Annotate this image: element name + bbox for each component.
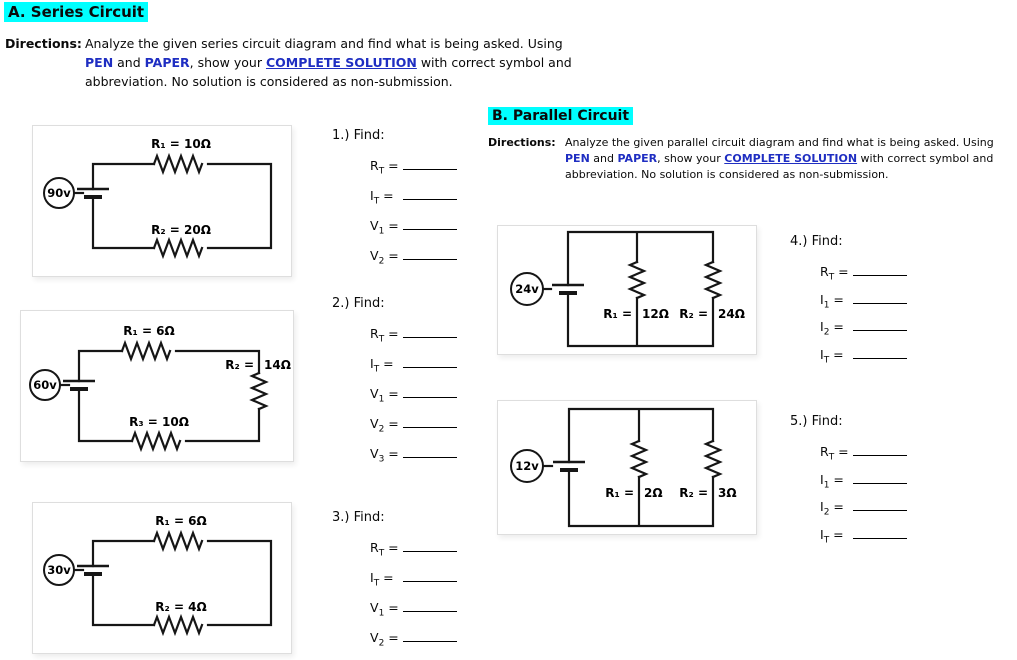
directions-a-text xyxy=(85,34,665,91)
resistor-r1-label-right: 2Ω xyxy=(644,486,663,500)
battery-symbol xyxy=(543,462,585,470)
battery-symbol xyxy=(59,381,95,389)
answer-blank xyxy=(853,345,907,359)
variable-label: $I_2$ = xyxy=(820,499,844,518)
directions-text: Analyze the given series circuit diagram and find what is being asked. Using xyxy=(85,36,563,51)
resistor-r2-symbol xyxy=(706,262,720,298)
answer-blank xyxy=(403,216,457,230)
answer-blank xyxy=(403,354,457,368)
resistor-r1-label-right: 12Ω xyxy=(642,307,669,321)
find-item xyxy=(820,470,907,498)
circuit-diagram-1 xyxy=(33,126,291,276)
resistor-r2-symbol xyxy=(154,617,202,633)
variable-label: $I_T$ = xyxy=(370,188,394,207)
resistor-r2-label-right: 14Ω xyxy=(264,358,291,372)
answer-blank xyxy=(853,525,907,539)
variable-label: $I_1$ = xyxy=(820,471,844,490)
answer-blank xyxy=(403,628,457,642)
directions-b xyxy=(488,135,1017,183)
directions-b-label: Directions: xyxy=(488,136,556,149)
find-block-4 xyxy=(790,234,907,372)
answer-blank xyxy=(853,290,907,304)
complete-solution-emphasis: COMPLETE SOLUTION xyxy=(265,55,417,70)
directions-text: , show your xyxy=(189,55,266,70)
resistor-r2-label: R₂ = 4Ω xyxy=(155,600,207,614)
variable-label: $I_2$ = xyxy=(820,319,844,338)
find-item xyxy=(370,414,457,444)
variable-label: $R_T$ = xyxy=(370,540,399,559)
voltage-source-label: 90v xyxy=(47,186,71,200)
directions-text: and xyxy=(589,152,618,165)
variable-label: $R_T$ = xyxy=(370,326,399,345)
section-a-title: A. Series Circuit xyxy=(4,2,148,22)
circuit-wires xyxy=(568,232,713,346)
resistor-r2-label-left: R₂ = xyxy=(679,486,708,500)
parallel-circuit-5-panel xyxy=(497,400,757,535)
find-item xyxy=(820,317,907,345)
find-item xyxy=(370,354,457,384)
find-item xyxy=(820,345,907,373)
directions-text: and xyxy=(113,55,145,70)
answer-blank xyxy=(853,470,907,484)
parallel-circuit-4-panel xyxy=(497,225,757,355)
directions-a-line3 xyxy=(85,72,665,91)
variable-label: $I_T$ = xyxy=(370,570,394,589)
resistor-r2-label-left: R₂ = xyxy=(679,307,708,321)
directions-text: Analyze the given parallel circuit diagram and find what is being asked. Using xyxy=(565,136,994,149)
variable-label: $V_2$ = xyxy=(370,248,399,267)
find-item xyxy=(370,444,457,474)
resistor-r2-label-right: 3Ω xyxy=(718,486,737,500)
variable-label: $V_3$ = xyxy=(370,446,399,465)
complete-solution-emphasis: COMPLETE SOLUTION xyxy=(724,152,858,165)
directions-text: abbreviation. No solution is considered as non-submission. xyxy=(565,168,889,181)
circuit-diagram-3 xyxy=(33,503,291,653)
variable-label: $V_2$ = xyxy=(370,416,399,435)
resistor-r1-symbol xyxy=(632,441,646,477)
circuit-diagram-5 xyxy=(498,401,756,534)
directions-a-line2 xyxy=(85,53,665,72)
directions-b-line1 xyxy=(565,135,1017,151)
voltage-source-label: 60v xyxy=(33,378,57,392)
find-block-1 xyxy=(332,128,457,276)
series-circuit-3-panel xyxy=(32,502,292,654)
find-item xyxy=(370,216,457,246)
voltage-source-label: 24v xyxy=(515,282,539,296)
answer-blank xyxy=(403,384,457,398)
resistor-r3-label: R₃ = 10Ω xyxy=(129,415,189,429)
answer-blank xyxy=(403,568,457,582)
find-item xyxy=(370,538,457,568)
find-block-2 xyxy=(332,296,457,474)
series-circuit-1-panel xyxy=(32,125,292,277)
answer-blank xyxy=(853,497,907,511)
variable-label: $V_2$ = xyxy=(370,630,399,649)
section-b-heading xyxy=(488,105,633,125)
find-items-1 xyxy=(370,156,457,276)
pen-emphasis: PEN xyxy=(85,55,114,70)
find-title-1: 1.) Find: xyxy=(332,128,385,143)
paper-emphasis: PAPER xyxy=(144,55,190,70)
resistor-r2-symbol xyxy=(252,373,266,409)
variable-label: $R_T$ = xyxy=(820,444,849,463)
find-item xyxy=(820,497,907,525)
find-items-4 xyxy=(820,262,907,372)
directions-text: with correct symbol and xyxy=(857,152,994,165)
circuit-wires xyxy=(569,409,713,526)
directions-text: abbreviation. No solution is considered as non-submission. xyxy=(85,74,453,89)
resistor-r2-symbol xyxy=(706,441,720,477)
resistor-r1-label-left: R₁ = xyxy=(603,307,632,321)
answer-blank xyxy=(403,444,457,458)
series-circuit-2-panel xyxy=(20,310,294,462)
find-item xyxy=(370,384,457,414)
circuit-diagram-2 xyxy=(21,311,293,461)
resistor-r1-label: R₁ = 10Ω xyxy=(151,137,211,151)
answer-blank xyxy=(853,317,907,331)
find-item xyxy=(370,628,457,658)
circuit-diagram-4 xyxy=(498,226,756,354)
answer-blank xyxy=(403,324,457,338)
answer-blank xyxy=(853,442,907,456)
resistor-r2-label-right: 24Ω xyxy=(718,307,745,321)
variable-label: $I_T$ = xyxy=(820,526,844,545)
voltage-source-label: 12v xyxy=(515,459,539,473)
variable-label: $V_1$ = xyxy=(370,600,399,619)
answer-blank xyxy=(403,598,457,612)
battery-symbol xyxy=(73,189,109,197)
resistor-r1-symbol xyxy=(154,156,202,172)
paper-emphasis: PAPER xyxy=(617,152,658,165)
answer-blank xyxy=(403,246,457,260)
directions-b-line2 xyxy=(565,151,1017,167)
answer-blank xyxy=(403,538,457,552)
resistor-r1-symbol xyxy=(122,343,170,359)
answer-blank xyxy=(403,414,457,428)
variable-label: $V_1$ = xyxy=(370,218,399,237)
find-item xyxy=(370,156,457,186)
find-title-4: 4.) Find: xyxy=(790,234,843,249)
variable-label: $I_1$ = xyxy=(820,291,844,310)
find-item xyxy=(370,246,457,276)
variable-label: $R_T$ = xyxy=(370,158,399,177)
find-item xyxy=(370,324,457,354)
answer-blank xyxy=(403,186,457,200)
find-item xyxy=(370,598,457,628)
directions-a-line1 xyxy=(85,34,665,53)
find-item xyxy=(820,525,907,553)
variable-label: $V_1$ = xyxy=(370,386,399,405)
battery-symbol xyxy=(542,285,584,293)
variable-label: $I_T$ = xyxy=(370,356,394,375)
directions-b-text xyxy=(565,135,1017,183)
resistor-r2-label: R₂ = 20Ω xyxy=(151,223,211,237)
resistor-r1-label: R₁ = 6Ω xyxy=(155,514,207,528)
find-item xyxy=(820,290,907,318)
resistor-r2-symbol xyxy=(154,240,202,256)
find-item xyxy=(370,186,457,216)
resistor-r2-label-left: R₂ = xyxy=(225,358,254,372)
directions-a-label: Directions: xyxy=(5,36,82,51)
find-items-5 xyxy=(820,442,907,552)
resistor-r1-symbol xyxy=(154,533,202,549)
section-b-title: B. Parallel Circuit xyxy=(488,107,633,125)
section-a-heading xyxy=(4,2,148,22)
resistor-r3-symbol xyxy=(132,433,180,449)
directions-text: , show your xyxy=(657,152,725,165)
find-title-2: 2.) Find: xyxy=(332,296,385,311)
answer-blank xyxy=(853,262,907,276)
directions-a xyxy=(5,34,665,91)
pen-emphasis: PEN xyxy=(565,152,590,165)
find-item xyxy=(820,442,907,470)
variable-label: $I_T$ = xyxy=(820,346,844,365)
directions-text: with correct symbol and xyxy=(416,55,572,70)
battery-symbol xyxy=(73,566,109,574)
find-items-2 xyxy=(370,324,457,474)
directions-b-line3 xyxy=(565,167,1017,183)
answer-blank xyxy=(403,156,457,170)
find-block-3 xyxy=(332,510,457,658)
resistor-r1-symbol xyxy=(630,262,644,298)
find-items-3 xyxy=(370,538,457,658)
find-title-3: 3.) Find: xyxy=(332,510,385,525)
resistor-r1-label-left: R₁ = xyxy=(605,486,634,500)
find-item xyxy=(370,568,457,598)
voltage-source-label: 30v xyxy=(47,563,71,577)
resistor-r1-label: R₁ = 6Ω xyxy=(123,324,175,338)
find-item xyxy=(820,262,907,290)
variable-label: $R_T$ = xyxy=(820,264,849,283)
find-block-5 xyxy=(790,414,907,552)
find-title-5: 5.) Find: xyxy=(790,414,843,429)
